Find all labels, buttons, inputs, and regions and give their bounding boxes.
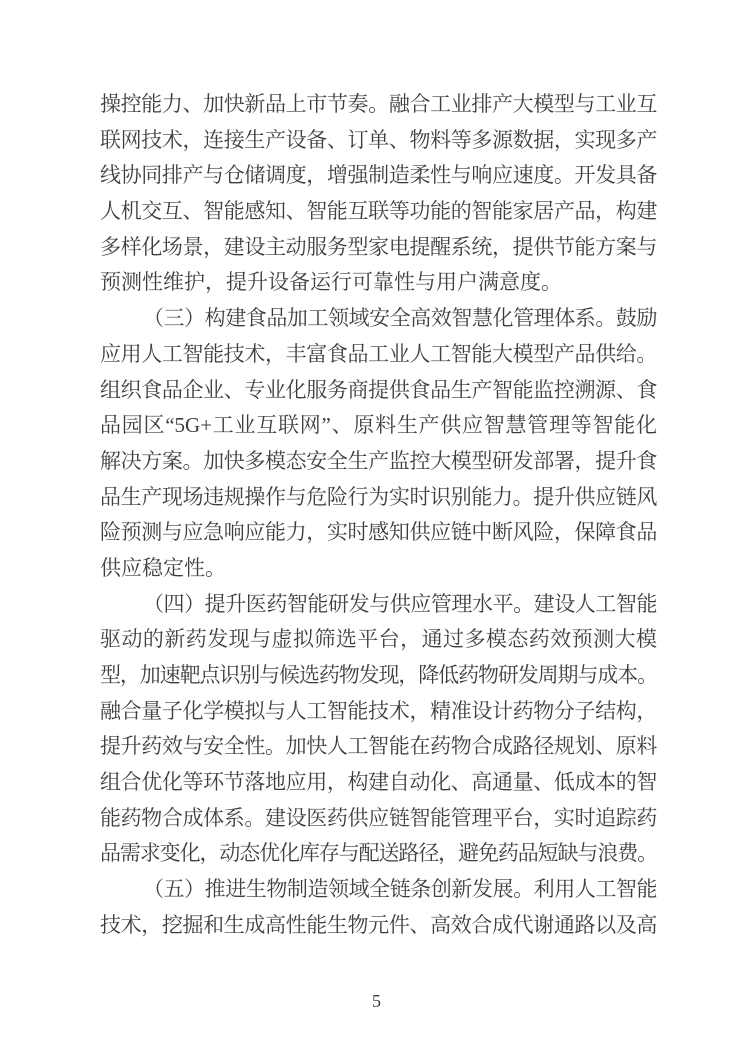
text-line: 品需求变化，动态优化库存与配送路径，避免药品短缺与浪费。 bbox=[100, 841, 657, 866]
text-line: 品园区“5G+工业互联网”、原料生产供应智慧管理等智能化 bbox=[100, 413, 657, 438]
text-line: 技术，挖掘和生成高性能生物元件、高效合成代谢通路以及高 bbox=[100, 912, 657, 937]
text-line: （三）构建食品加工领域安全高效智慧化管理体系。鼓励 bbox=[143, 306, 657, 331]
document-body bbox=[100, 87, 657, 944]
paragraph bbox=[100, 87, 657, 301]
text-line: （四）提升医药智能研发与供应管理水平。建设人工智能 bbox=[143, 591, 657, 616]
text-line: 险预测与应急响应能力，实时感知供应链中断风险，保障食品 bbox=[100, 520, 657, 545]
paragraph bbox=[100, 301, 657, 587]
text-line: 组织食品企业、专业化服务商提供食品生产智能监控溯源、食 bbox=[100, 377, 657, 402]
text-line: 人机交互、智能感知、智能互联等功能的智能家居产品，构建 bbox=[100, 199, 657, 224]
text-line: 品生产现场违规操作与危险行为实时识别能力。提升供应链风 bbox=[100, 484, 657, 509]
text-line: 线协同排产与仓储调度，增强制造柔性与响应速度。开发具备 bbox=[100, 163, 657, 188]
text-line: 提升药效与安全性。加快人工智能在药物合成路径规划、原料 bbox=[100, 734, 657, 759]
text-line: 型，加速靶点识别与候选药物发现，降低药物研发周期与成本。 bbox=[100, 663, 657, 687]
text-line: 预测性维护，提升设备运行可靠性与用户满意度。 bbox=[100, 270, 562, 295]
page-footer bbox=[0, 990, 753, 1012]
text-line: 操控能力、加快新品上市节奏。融合工业排产大模型与工业互 bbox=[100, 92, 657, 116]
text-line: 融合量子化学模拟与人工智能技术，精准设计药物分子结构， bbox=[100, 698, 657, 723]
text-line: 解决方案。加快多模态安全生产监控大模型研发部署，提升食 bbox=[100, 448, 657, 473]
text-line: 应用人工智能技术，丰富食品工业人工智能大模型产品供给。 bbox=[100, 341, 657, 366]
text-line: 多样化场景，建设主动服务型家电提醒系统，提供节能方案与 bbox=[100, 234, 657, 259]
page-number: 5 bbox=[372, 991, 381, 1011]
text-line: 驱动的新药发现与虚拟筛选平台，通过多模态药效预测大模 bbox=[100, 627, 657, 652]
text-line: 能药物合成体系。建设医药供应链智能管理平台，实时追踪药 bbox=[100, 805, 657, 830]
text-line: （五）推进生物制造领域全链条创新发展。利用人工智能 bbox=[143, 877, 657, 902]
text-line: 组合优化等环节落地应用，构建自动化、高通量、低成本的智 bbox=[100, 770, 657, 795]
text-line: 供应稳定性。 bbox=[100, 555, 226, 580]
paragraph bbox=[100, 872, 657, 943]
paragraph bbox=[100, 587, 657, 873]
text-line: 联网技术，连接生产设备、订单、物料等多源数据，实现多产 bbox=[100, 127, 657, 152]
